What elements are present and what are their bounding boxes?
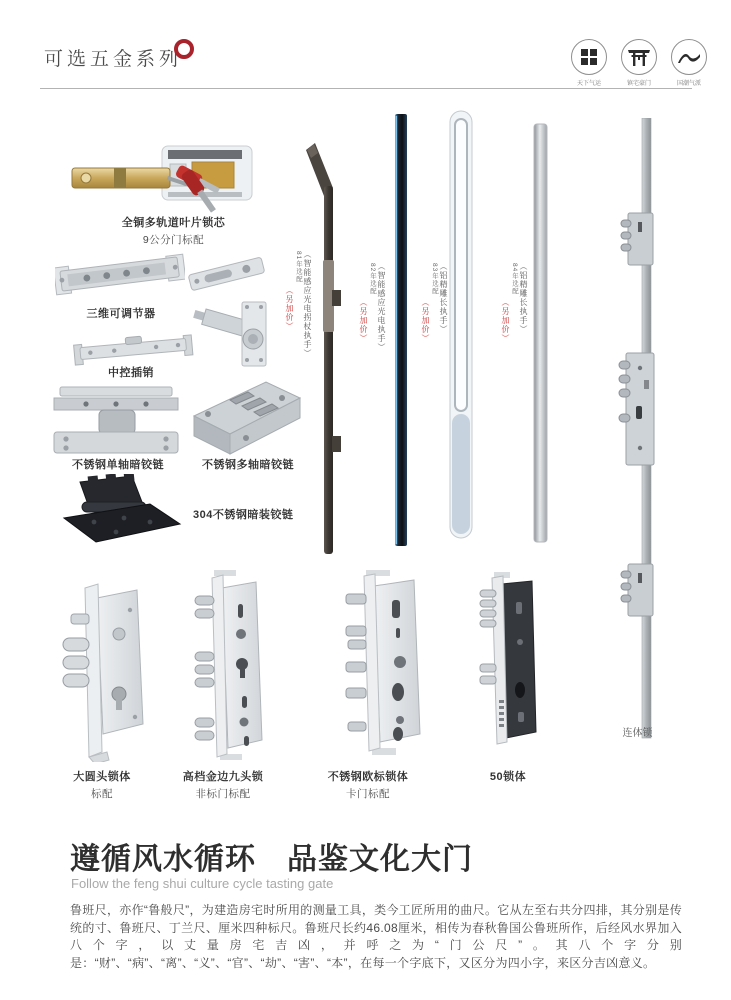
option-note: 84年选配 <box>511 263 518 295</box>
product-name: 不锈钢欧标锁体 <box>327 771 409 783</box>
deadbolt-image <box>192 296 270 372</box>
slide-bolt-image <box>184 248 269 300</box>
product-name: 全铜多轨道叶片锁芯 <box>121 217 226 229</box>
handle-3-label <box>420 262 448 343</box>
product-name: 三维可调节器 <box>86 308 156 320</box>
lock-body-euro-image <box>340 570 426 756</box>
single-axis-hinge-image <box>52 384 180 456</box>
handle-name: （智能感应光电执手） <box>377 262 386 352</box>
price-note: （另加价） <box>501 298 510 343</box>
product-name: 高档金边九头锁 <box>182 771 264 783</box>
lock-body-1-label <box>42 768 162 801</box>
section-heading: 遵循风水循环 品鉴文化大门 <box>70 843 473 876</box>
hinge-304-label: 304不锈钢暗装铰链 <box>193 509 294 521</box>
product-spec: 9公分门标配 <box>142 234 205 246</box>
handle-name: （智能感应光电拐杖执手） <box>303 250 312 358</box>
page-title: 可选五金系列 <box>44 49 183 70</box>
single-axis-hinge-label <box>48 456 188 472</box>
handle-name: （铝精雕长执手） <box>519 262 528 334</box>
handle-1-label <box>284 250 312 358</box>
lock-body-nine-image <box>190 570 268 762</box>
badge-gate <box>618 39 660 87</box>
handle-name: （铝精雕长执手） <box>439 262 448 334</box>
badge-row <box>568 39 710 87</box>
lock-cylinder-image <box>70 142 265 214</box>
lock-body-2-label <box>163 768 283 801</box>
product-spec: 非标门标配 <box>195 788 251 800</box>
brand-ring-icon <box>174 39 194 59</box>
lock-body-3-label <box>308 768 428 801</box>
cylinder-label <box>96 214 251 247</box>
badge-roof <box>668 39 710 87</box>
badge-label: 镇宅豪门 <box>626 81 651 87</box>
seal-grid-icon <box>571 39 607 75</box>
gate-icon <box>621 39 657 75</box>
center-bolt-image <box>72 326 194 368</box>
body-paragraph: 鲁班尺，亦作“鲁般尺”，为建造房宅时所用的测量工具，类今工匠所用的曲尺。它从左至右共分四排，其分别是传统的寸、鲁班尺、丁兰尺、厘米四种标尺。鲁班尺长约46.08厘米，相传为春秋鲁国公鲁班所作，后经风水界加入八个字，以丈量房宅吉凶，并呼之为“门公尺”。其八个字分别是：“财”、“病”、“离”、“义”、“官”、“劫”、“害”、“本”，在每一个字底下，又区分为四小字，来区分吉凶意义。 <box>70 903 682 970</box>
badge-seal <box>568 39 610 87</box>
center-bolt-label <box>66 364 196 380</box>
option-note: 81年选配 <box>295 251 302 283</box>
handle-4-label <box>500 262 528 343</box>
adjuster-image <box>55 248 185 306</box>
product-name: 50锁体 <box>489 771 527 783</box>
linked-lock-label: 连体锁 <box>622 728 653 739</box>
handle-gray-image <box>532 123 549 543</box>
price-note: （另加价） <box>359 298 368 343</box>
handle-2-label <box>358 262 386 352</box>
lock-body-50-image <box>474 572 544 750</box>
product-name: 不锈钢单轴暗铰链 <box>72 459 164 471</box>
adjuster-label <box>55 305 187 321</box>
page-title-row <box>44 44 194 71</box>
lock-body-round-image <box>55 582 147 762</box>
lock-body-4-label <box>448 768 568 786</box>
badge-label: 国潮气派 <box>676 81 701 87</box>
option-note: 83年选配 <box>431 263 438 295</box>
hinge-304-image <box>58 474 186 548</box>
product-name: 中控插销 <box>108 367 154 379</box>
price-note: （另加价） <box>285 286 294 331</box>
product-name: 不锈钢多轴暗铰链 <box>202 459 294 471</box>
section-subheading: Follow the feng shui culture cycle tasting gate <box>71 876 334 891</box>
handle-blue-image <box>392 113 410 547</box>
option-note: 82年选配 <box>369 263 376 295</box>
linked-lock-image <box>616 118 676 740</box>
badge-label: 天下气运 <box>576 81 601 87</box>
multi-axis-hinge-label <box>178 456 318 472</box>
price-note: （另加价） <box>421 298 430 343</box>
header-divider <box>40 88 692 89</box>
product-spec: 卡门标配 <box>346 788 390 800</box>
handle-white-image <box>448 110 474 540</box>
multi-axis-hinge-image <box>186 374 306 460</box>
roof-icon <box>671 39 707 75</box>
product-spec: 标配 <box>91 788 113 800</box>
product-name: 大圆头锁体 <box>73 771 131 783</box>
